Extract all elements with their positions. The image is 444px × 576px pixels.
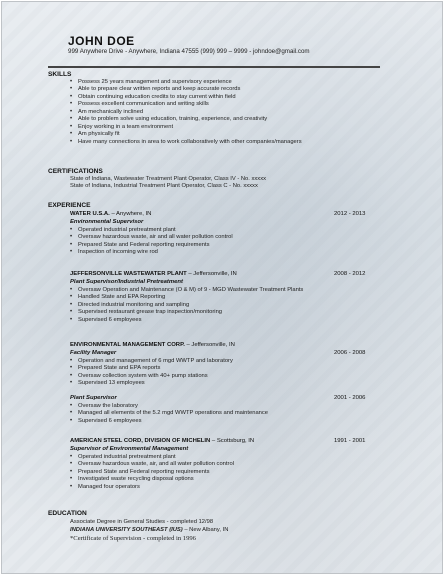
experience-heading: EXPERIENCE [48,202,91,209]
list-item: • Able to problem solve using education, training, experience, and creativity [70,116,302,123]
education-heading: EDUCATION [48,510,87,517]
list-item: • Supervised 6 employees [70,418,268,425]
list-item: • Directed industrial monitoring and sampling [70,302,303,309]
school-location: – New Albany, IN [182,527,229,533]
job-title: Plant Supervisor/Industrial Pretreatment [70,279,183,285]
job-title: Facility Manager [70,350,117,356]
contact-line: 999 Anywhere Drive - Anywhere, Indiana 47555 (999) 999 – 9999 - johndoe@gmail.com [68,48,310,55]
certifications-heading: CERTIFICATIONS [48,168,103,175]
employer-name: JEFFERSONVILLE WASTEWATER PLANT [70,271,187,277]
employer-name: AMERICAN STEEL CORD, DIVISION OF MICHELIN [70,438,211,444]
skills-list [70,79,302,146]
employer-location: – Jeffersonville, IN [186,271,237,277]
skills-heading: SKILLS [48,71,72,78]
list-item: • Oversaw the laboratory [70,403,268,410]
job-years: 2001 - 2006 [334,395,366,401]
resume-page [1,1,443,574]
list-item: • Operated industrial pretreatment plant [70,227,233,234]
job-header [70,342,235,348]
job-header [70,438,254,444]
employer-name: ENVIRONMENTAL MANAGEMENT CORP. [70,342,185,348]
job-years: 2012 - 2013 [334,211,366,217]
list-item: • Prepared State and Federal reporting requirements [70,242,233,249]
education-certificate: *Certificate of Supervision - completed in 1996 [70,535,196,542]
list-item: • Inspection of incoming wire rod [70,249,233,256]
job-years: 1991 - 2001 [334,438,366,444]
job-title: Environmental Supervisor [70,219,144,225]
list-item: • Oversaw Operation and Maintenance (O & M) of 9 - MGD Wastewater Treatment Plants [70,287,303,294]
list-item: • Obtain continuing education credits to stay current within field [70,94,302,101]
list-item: • Managed four operators [70,484,234,491]
candidate-name: JOHN DOE [68,34,135,48]
education-school-line [70,527,228,534]
job-duties [70,227,233,257]
job-duties [70,403,268,425]
job-duties [70,454,234,491]
list-item: • Am mechanically inclined [70,109,302,116]
certification-item: State of Indiana, Industrial Treatment Plant Operator, Class C - No. xxxxx [70,183,258,190]
list-item: • Possess excellent communication and writing skills [70,101,302,108]
list-item: • Handled State and EPA Reporting [70,294,303,301]
job-duties [70,358,233,388]
list-item: • Operated industrial pretreatment plant [70,454,234,461]
list-item: • Able to prepare clear written reports and keep accurate records [70,86,302,93]
job-title: Supervisor of Environmental Management [70,446,189,452]
list-item: • Have many connections in area to work collaboratively with other companies/managers [70,139,302,146]
job-header [70,211,151,217]
list-item: • Supervised restaurant grease trap inspection/monitoring [70,309,303,316]
list-item: • Supervised 13 employees [70,380,233,387]
list-item: • Oversaw collection system with 40+ pump stations [70,373,233,380]
list-item: • Supervised 6 employees [70,317,303,324]
employer-location: – Jeffersonville, IN [184,342,235,348]
list-item: • Managed all elements of the 5.2 mgd WWTP operations and maintenance [70,410,268,417]
list-item: • Prepared State and EPA reports [70,365,233,372]
header-divider [48,66,380,68]
list-item: • Am physically fit [70,131,302,138]
list-item: • Investigated waste recycling disposal options [70,476,234,483]
list-item: • Operation and management of 6 mgd WWTP and laboratory [70,358,233,365]
list-item: • Possess 25 years management and supervisory experience [70,79,302,86]
school-name: INDIANA UNIVERSITY SOUTHEAST (IUS) [70,527,183,533]
job-years: 2008 - 2012 [334,271,366,277]
list-item: • Enjoy working in a team environment [70,124,302,131]
education-degree: Associate Degree in General Studies - completed 12/98 [70,519,214,525]
list-item: • Prepared State and Federal reporting requirements [70,469,234,476]
certifications-list [70,176,266,191]
job-header [70,271,237,277]
list-item: • Oversaw hazardous waste, air and all water pollution control [70,234,233,241]
job-years: 2006 - 2008 [334,350,366,356]
employer-location: – Scottsburg, IN [210,438,255,444]
job-title: Plant Supervisor [70,395,117,401]
list-item: • Oversaw hazardous waste, air, and all water pollution control [70,461,234,468]
certification-item: State of Indiana, Wastewater Treatment Plant Operator, Class IV - No. xxxxx [70,176,266,182]
job-duties [70,287,303,324]
employer-location: – Anywhere, IN [109,211,152,217]
employer-name: WATER U.S.A. [70,211,110,217]
